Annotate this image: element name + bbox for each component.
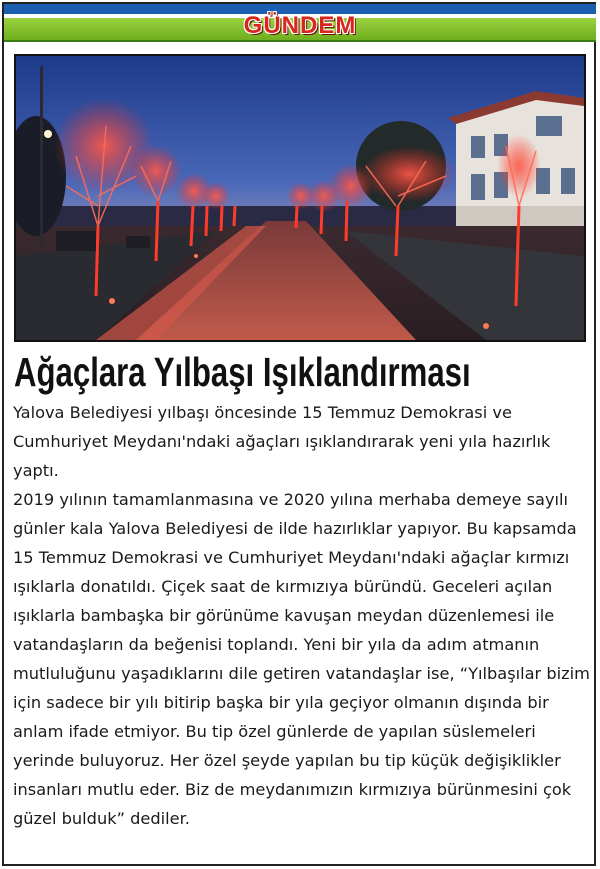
street-lights-photo-icon: [16, 56, 584, 340]
article-photo: [14, 54, 586, 342]
article-paragraph: 2019 yılının tamamlanmasına ve 2020 yılına merhaba demeye sayılı günler kala Yalova Belediyesi de ilde hazırlıklar yapıyor. Bu kapsamda 15 Temmuz Demokrasi ve Cumhuriyet Meydanı'ndaki ağaçlar kırmızı ışıklarla donatıldı. Çiçek saat de kırmızıya büründü. Geceleri açılan ışıklarla bambaşka bir görünüme kavuşan meydan düzenlemesi ile vatandaşların da beğenisi toplandı. Yeni bir yıla da adım atmanın mutluluğunu yaşadıklarını dile getiren vatandaşlar ise, “Yılbaşılar bizim için sadece bir yılı bitirip başka bir yıla geçiyor olmanın dışında bir anlam ifade etmiyor. Bu tip özel günlerde de yapılan süslemeleri yerinde buluyoruz. Her özel şeyde yapılan bu tip küçük değişiklikler insanları mutlu eder. Biz de meydanımızın kırmızıya bürünmesini çok güzel bulduk” dediler.: [13, 490, 590, 828]
article-lead: Yalova Belediyesi yılbaşı öncesinde 15 Temmuz Demokrasi ve Cumhuriyet Meydanı'ndaki ağaçları ışıklandırarak yeni yıla hazırlık yaptı.: [13, 403, 551, 480]
article-body: [13, 398, 593, 833]
banner-divider: [4, 40, 596, 42]
article-headline: Ağaçlara Yılbaşı Işıklandırması: [14, 349, 471, 395]
section-banner: [4, 4, 596, 42]
section-label: GÜNDEM: [243, 12, 357, 39]
